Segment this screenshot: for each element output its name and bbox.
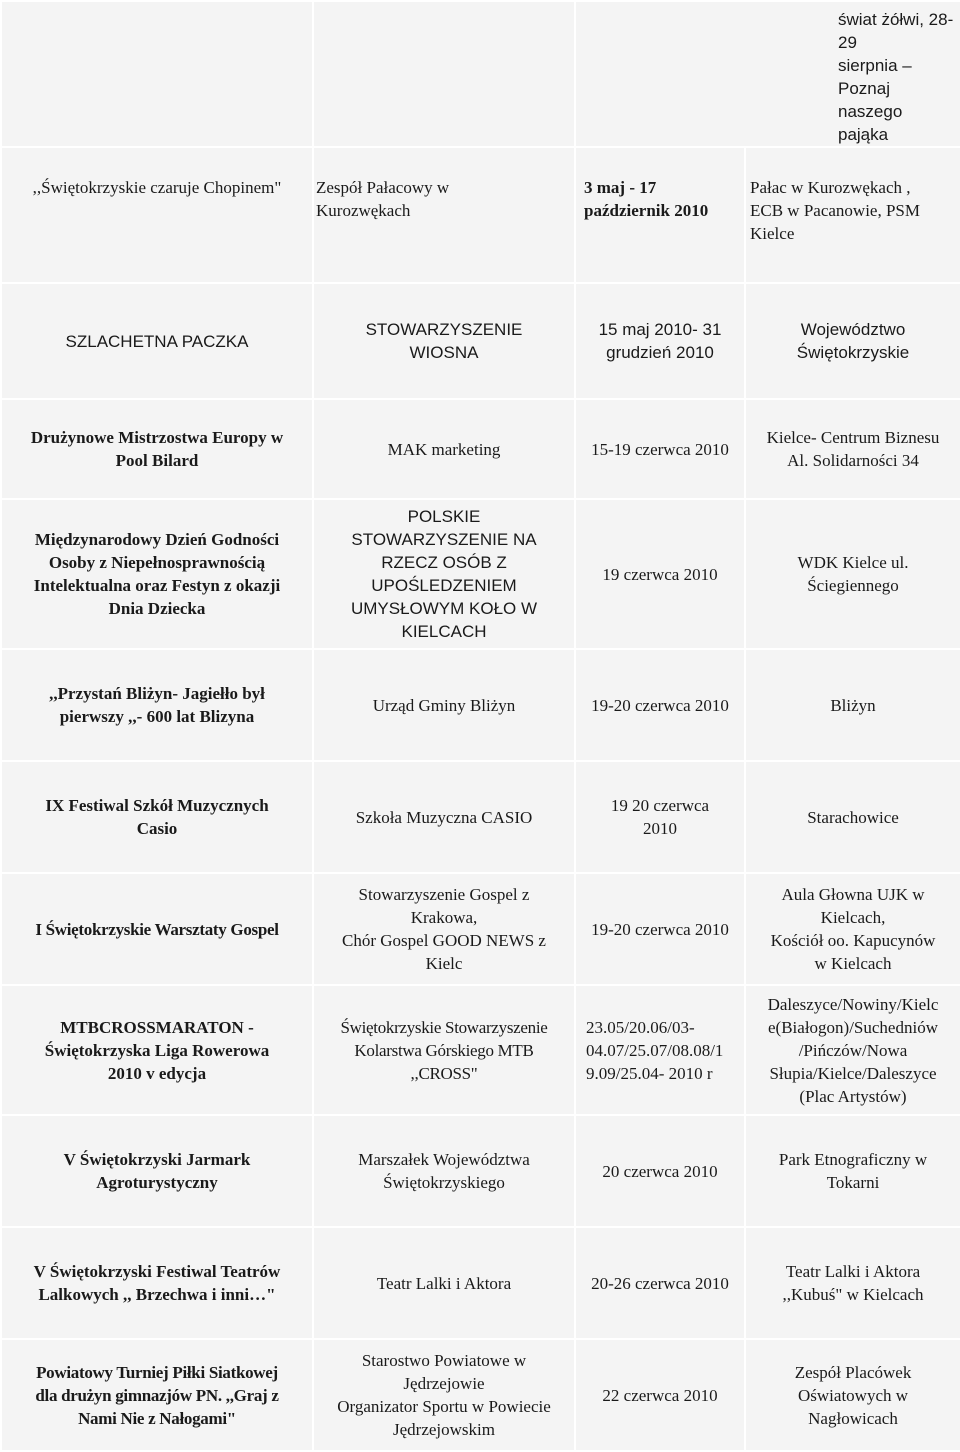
place-line: Aula Głowna UJK w xyxy=(781,885,925,904)
organizer-line: RZECZ OSÓB Z xyxy=(381,553,507,572)
place-line: e(Białogon)/Suchedniów xyxy=(768,1017,938,1037)
event-cell xyxy=(1,283,313,399)
organizer-cell xyxy=(313,985,575,1115)
place-line: ECB w Pacanowie, PSM xyxy=(750,201,920,220)
place-line: sierpnia –Poznaj xyxy=(838,56,912,98)
organizer-line: Kolarstwa Górskiego MTB xyxy=(354,1040,534,1060)
organizer-line: Zespół Pałacowy w xyxy=(316,178,450,197)
event-line: MTBCROSSMARATON - xyxy=(60,1017,254,1037)
place-line: Kielcach, xyxy=(820,908,886,927)
event-cell xyxy=(1,1339,313,1451)
place-cell xyxy=(745,499,960,649)
event-line: Pool Bilard xyxy=(115,451,199,470)
place-cell xyxy=(745,1227,960,1339)
table-row xyxy=(1,761,960,873)
event-line: I Świętokrzyskie Warsztaty Gospel xyxy=(35,919,279,939)
place-line: Tokarni xyxy=(826,1173,880,1192)
organizer-line: Krakowa, xyxy=(410,908,478,927)
place-cell xyxy=(745,147,960,283)
table-row xyxy=(1,649,960,761)
place-line: Bliżyn xyxy=(830,695,876,715)
date-line: 23.05/20.06/03- xyxy=(586,1017,695,1037)
organizer-line: Stowarzyszenie Gospel z xyxy=(358,885,530,904)
organizer-cell xyxy=(313,649,575,761)
event-cell xyxy=(1,1115,313,1227)
event-line: 2010 v edycja xyxy=(107,1063,207,1083)
organizer-cell xyxy=(313,147,575,283)
date-cell xyxy=(575,985,745,1115)
date-line: 20-26 czerwca 2010 xyxy=(591,1273,729,1293)
organizer-line: Teatr Lalki i Aktora xyxy=(376,1273,512,1293)
table-row xyxy=(1,1115,960,1227)
organizer-cell xyxy=(313,499,575,649)
event-cell xyxy=(1,1227,313,1339)
date-cell xyxy=(575,1339,745,1451)
date-line: 20 czerwca 2010 xyxy=(602,1161,718,1181)
organizer-line: UPOŚLEDZENIEM xyxy=(371,576,517,595)
event-cell xyxy=(1,985,313,1115)
table-row xyxy=(1,873,960,985)
event-line: Osoby z Niepełnosprawnością xyxy=(48,553,266,572)
date-line: 15 maj 2010- 31 xyxy=(598,320,722,339)
date-line: 2010 xyxy=(643,819,677,838)
date-cell xyxy=(575,1227,745,1339)
event-cell xyxy=(1,649,313,761)
organizer-line: Organizator Sportu w Powiecie xyxy=(337,1397,551,1416)
organizer-line: Kielc xyxy=(425,954,463,973)
organizer-line: Marszałek Województwa xyxy=(358,1150,530,1169)
place-cell xyxy=(745,1339,960,1451)
date-line: 19 20 czerwca xyxy=(610,796,710,815)
date-cell xyxy=(575,649,745,761)
event-line: Intelektualna oraz Festyn z okazji xyxy=(33,576,281,595)
organizer-line: Starostwo Powiatowe w xyxy=(361,1351,527,1370)
date-line: 9.09/25.04- 2010 r xyxy=(586,1063,713,1083)
event-line: V Świętokrzyski Festiwal Teatrów xyxy=(33,1262,281,1281)
organizer-line: Jędrzejowskim xyxy=(393,1420,495,1439)
date-line: 04.07/25.07/08.08/1 xyxy=(586,1040,724,1060)
place-line: w Kielcach xyxy=(814,954,892,973)
event-line: Agroturystyczny xyxy=(96,1173,218,1192)
place-line: Kielce- Centrum Biznesu xyxy=(766,428,940,447)
place-cell xyxy=(575,1,960,147)
organizer-cell xyxy=(313,873,575,985)
event-cell xyxy=(1,499,313,649)
organizer-line: Świętokrzyskiego xyxy=(383,1173,505,1192)
event-cell xyxy=(1,1,313,147)
place-line: Teatr Lalki i Aktora xyxy=(785,1262,921,1281)
organizer-line: UMYSŁOWYM KOŁO W xyxy=(350,599,538,618)
event-line: V Świętokrzyski Jarmark xyxy=(63,1150,251,1169)
place-cell xyxy=(745,399,960,499)
event-line: pierwszy ,,- 600 lat Blizyna xyxy=(59,707,255,726)
event-line: ,,Świętokrzyskie czaruje Chopinem" xyxy=(32,178,282,197)
event-cell xyxy=(1,873,313,985)
place-cell xyxy=(745,873,960,985)
date-line: 22 czerwca 2010 xyxy=(602,1385,718,1405)
date-cell xyxy=(575,1115,745,1227)
place-line: Park Etnograficzny w xyxy=(778,1150,928,1169)
organizer-line: STOWARZYSZENIE xyxy=(365,320,523,339)
place-line: ,,Kubuś" w Kielcach xyxy=(782,1285,924,1304)
date-line: 3 maj - 17 xyxy=(584,178,657,197)
date-line: grudzień 2010 xyxy=(606,343,714,362)
date-line: 19-20 czerwca 2010 xyxy=(591,919,729,939)
date-cell xyxy=(575,283,745,399)
place-line: Kościół oo. Kapucynów xyxy=(770,931,936,950)
place-line: Zespół Placówek xyxy=(794,1362,912,1382)
event-cell xyxy=(1,399,313,499)
place-line: Oświatowych w xyxy=(798,1385,909,1405)
organizer-line: WIOSNA xyxy=(409,343,479,362)
table-row xyxy=(1,147,960,283)
place-line: Starachowice xyxy=(807,807,899,827)
organizer-cell xyxy=(313,1,575,147)
organizer-cell xyxy=(313,1227,575,1339)
organizer-cell xyxy=(313,283,575,399)
place-line: Pałac w Kurozwękach , xyxy=(750,178,911,197)
organizer-line: MAK marketing xyxy=(387,439,501,459)
place-line: /Pińczów/Nowa xyxy=(798,1040,908,1060)
organizer-line: Urząd Gminy Bliżyn xyxy=(372,695,516,715)
place-line: Daleszyce/Nowiny/Kielc xyxy=(767,994,939,1014)
table-row xyxy=(1,1227,960,1339)
event-line: Casio xyxy=(136,819,178,838)
organizer-cell xyxy=(313,761,575,873)
place-line: Województwo xyxy=(800,320,906,339)
place-line: Ściegiennego xyxy=(807,576,899,595)
place-line: WDK Kielce ul. xyxy=(797,553,909,572)
organizer-cell xyxy=(313,1339,575,1451)
event-line: Drużynowe Mistrzostwa Europy w xyxy=(30,428,284,447)
event-cell xyxy=(1,147,313,283)
table-row xyxy=(1,1339,960,1451)
organizer-line: Chór Gospel GOOD NEWS z xyxy=(342,931,546,950)
event-line: SZLACHETNA PACZKA xyxy=(65,331,249,351)
place-line: Nagłowicach xyxy=(808,1408,898,1428)
place-line: (Plac Artystów) xyxy=(799,1086,907,1106)
event-line: dla drużyn gimnazjów PN. ,,Graj z xyxy=(35,1385,279,1405)
place-cell xyxy=(745,283,960,399)
organizer-line: Szkoła Muzyczna CASIO xyxy=(355,807,533,827)
date-cell xyxy=(575,873,745,985)
event-cell xyxy=(1,761,313,873)
event-line: Powiatowy Turniej Piłki Siatkowej xyxy=(36,1362,278,1382)
organizer-cell xyxy=(313,1115,575,1227)
date-line: październik 2010 xyxy=(584,201,709,220)
place-line: Kielce xyxy=(750,224,795,243)
organizer-line: ,,CROSS" xyxy=(410,1063,478,1083)
event-line: Dnia Dziecka xyxy=(108,599,206,618)
event-line: ,,Przystań Bliżyn- Jagiełło był xyxy=(49,684,265,703)
event-line: Nami Nie z Nałogami" xyxy=(78,1408,236,1428)
table-row xyxy=(1,985,960,1115)
place-line: naszego pająka xyxy=(838,102,903,144)
organizer-line: KIELCACH xyxy=(401,622,487,641)
table-row xyxy=(1,499,960,649)
date-cell xyxy=(575,499,745,649)
place-line: świat żółwi, 28-29 xyxy=(838,10,954,52)
place-cell xyxy=(745,649,960,761)
date-line: 15-19 czerwca 2010 xyxy=(591,439,729,459)
event-line: Świętokrzyska Liga Rowerowa xyxy=(44,1040,270,1060)
place-line: Świętokrzyskie xyxy=(796,343,910,362)
organizer-cell xyxy=(313,399,575,499)
event-line: Lalkowych ,, Brzechwa i inni…" xyxy=(38,1285,276,1304)
event-line: IX Festiwal Szkół Muzycznych xyxy=(45,796,269,815)
event-line: Międzynarodowy Dzień Godności xyxy=(34,530,280,549)
place-cell xyxy=(745,1115,960,1227)
date-line: 19 czerwca 2010 xyxy=(602,564,718,584)
date-cell xyxy=(575,399,745,499)
table-row xyxy=(1,1,960,147)
place-line: Słupia/Kielce/Daleszyce xyxy=(769,1063,937,1083)
table-row xyxy=(1,283,960,399)
organizer-line: Świętokrzyskie Stowarzyszenie xyxy=(340,1017,548,1037)
place-cell xyxy=(745,985,960,1115)
organizer-line: Kurozwękach xyxy=(316,201,411,220)
place-line: Al. Solidarności 34 xyxy=(787,451,919,470)
table-row xyxy=(1,399,960,499)
date-cell xyxy=(575,147,745,283)
organizer-line: POLSKIE xyxy=(407,507,481,526)
place-cell xyxy=(745,761,960,873)
date-line: 19-20 czerwca 2010 xyxy=(591,695,729,715)
date-cell xyxy=(575,761,745,873)
organizer-line: Jędrzejowie xyxy=(403,1374,485,1393)
organizer-line: STOWARZYSZENIE NA xyxy=(351,530,537,549)
